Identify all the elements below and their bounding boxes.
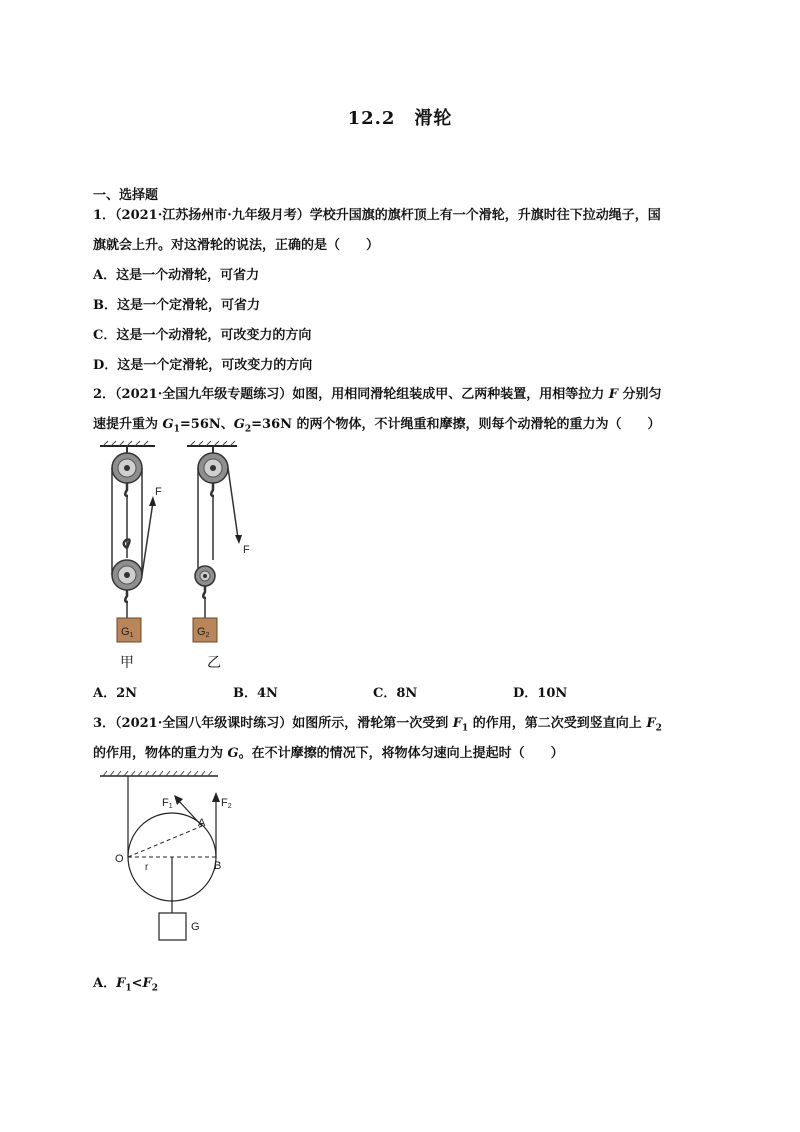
q3-stem-line2: 的作用，物体的重力为 G。在不计摩擦的情况下，将物体匀速向上提起时（ ）: [93, 746, 564, 761]
q1-option-a: A．这是一个动滑轮，可省力: [93, 268, 260, 283]
q2-fig-force-right: F: [243, 544, 250, 556]
q3-pulley-figure: [98, 770, 258, 945]
q2-fig-force-left: F: [155, 486, 162, 498]
q3-fig-f2: F2: [221, 797, 232, 810]
q1-stem-line1: 1．（2021·江苏扬州市·九年级月考）学校升国旗的旗杆顶上有一个滑轮，升旗时往下拉动绳子，国: [93, 208, 661, 223]
q2-stem-line2: 速提升重为 $G_1=56N$、$G_2=36N$ 的两个物体，不计绳重和摩擦，则每个动滑轮的重力为（ ）: [93, 417, 661, 435]
q3-fig-weight-g: G: [191, 921, 200, 933]
q3-fig-point-b: B: [214, 860, 222, 872]
q2-fig-weight-right: G2: [197, 626, 210, 639]
q2-option-b: B．4N: [233, 686, 278, 701]
section-heading: 一、选择题: [93, 188, 159, 203]
q2-option-d: D．10N: [513, 686, 568, 701]
q2-fig-label-right: 乙: [207, 655, 221, 671]
q3-stem-line1: 3．（2021·全国八年级课时练习）如图所示，滑轮第一次受到 $F_1$ 的作用，第二次受到竖直向上 $F_2$: [93, 716, 662, 734]
q1-stem-line2: 旗就会上升。对这滑轮的说法，正确的是（ ）: [93, 238, 380, 253]
q3-fig-radius-r: r: [145, 862, 149, 873]
q1-option-d: D．这是一个定滑轮，可改变力的方向: [93, 358, 313, 373]
q3-fig-point-a: A: [198, 817, 206, 829]
page-title: 12.2 滑轮: [347, 108, 453, 129]
q2-pulley-figure: [95, 440, 295, 680]
q2-fig-weight-left: G1: [121, 626, 134, 639]
q3-fig-f1: F1: [162, 797, 173, 810]
q2-option-c: C．8N: [373, 686, 418, 701]
q3-fig-point-o: O: [115, 853, 124, 865]
q2-option-a: A．2N: [93, 686, 138, 701]
q3-option-a: A．$F_1<F_2$: [93, 976, 158, 994]
q1-option-c: C．这是一个动滑轮，可改变力的方向: [93, 328, 312, 343]
q2-fig-label-left: 甲: [120, 655, 134, 671]
q2-stem-line1: 2．（2021·全国九年级专题练习）如图，用相同滑轮组装成甲、乙两种装置，用相等拉力 F 分别匀: [93, 387, 662, 402]
q1-option-b: B．这是一个定滑轮，可省力: [93, 298, 260, 313]
